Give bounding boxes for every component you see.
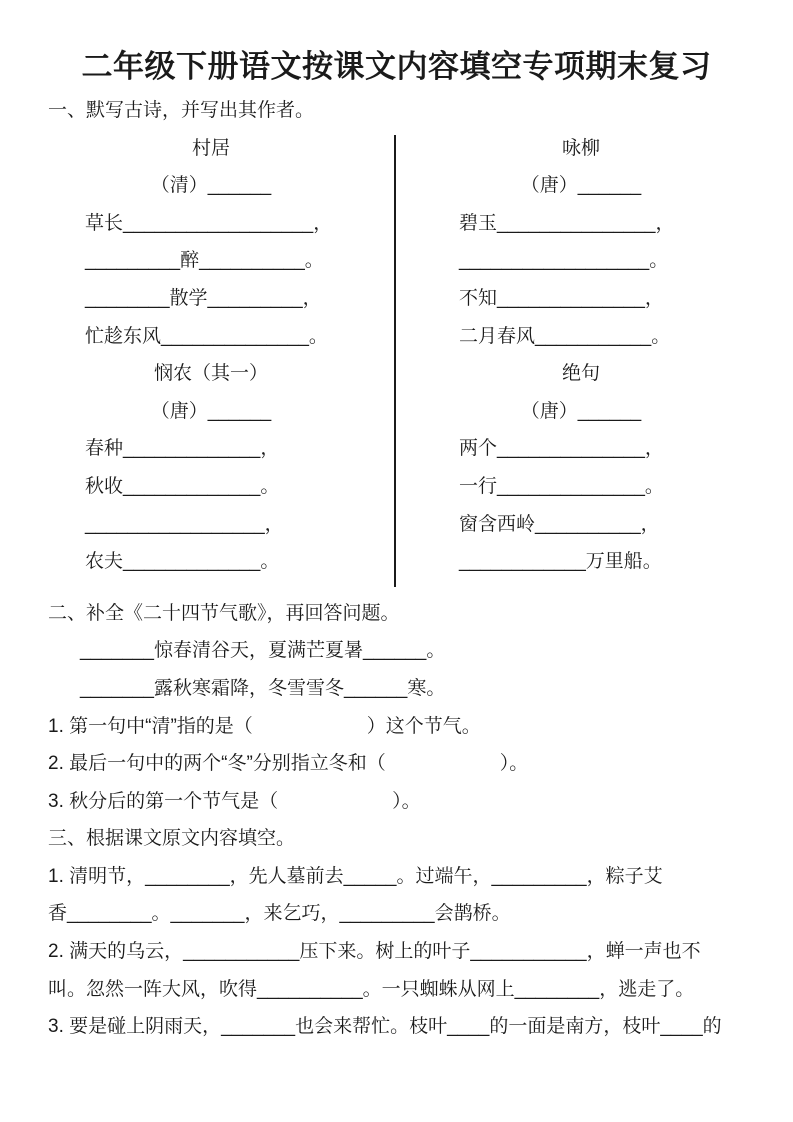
- poem-title: 咏柳: [561, 137, 600, 159]
- poem-author-line: （唐）______: [520, 400, 642, 422]
- poem-title: 悯农（其一）: [153, 363, 268, 385]
- section2: [48, 595, 759, 821]
- section3: [48, 820, 759, 1046]
- poem-verse-line: 一行______________。: [459, 475, 664, 497]
- question-line: 2. 最后一句中的两个“冬”分别指立冬和（ ）。: [48, 753, 529, 775]
- fill-item-line: 叫。忽然一阵大风，吹得__________。一只蜘蛛从网上________，逃走了。: [48, 978, 695, 1000]
- poem-verse-line: 秋收_____________。: [85, 475, 280, 497]
- poem-column-right: [395, 130, 759, 581]
- poem-verse-line: ____________万里船。: [459, 551, 662, 573]
- poem-verse-line: 窗含西岭__________，: [459, 513, 660, 535]
- poem-jueju: [459, 355, 703, 581]
- fill-item: [48, 1008, 759, 1046]
- column-divider: [394, 135, 396, 587]
- solar-terms-song-line: _______露秋寒霜降，冬雪雪冬______寒。: [80, 677, 446, 699]
- page-title: 二年级下册语文按课文内容填空专项期末复习: [81, 49, 712, 84]
- poem-verse-line: 两个______________，: [459, 438, 664, 460]
- poem-author-line: （清）______: [150, 175, 272, 197]
- poem-column-left: [48, 130, 395, 581]
- fill-item: [48, 858, 759, 933]
- poem-verse-line: _________醉__________。: [85, 250, 324, 272]
- poem-verse-line: 不知______________，: [459, 287, 664, 309]
- fill-item-line: 香________。_______，来乞巧，_________会鹊桥。: [48, 903, 511, 925]
- poem-author-line: （唐）______: [150, 400, 272, 422]
- poem-title: 绝句: [561, 363, 600, 385]
- poem-verse-line: 二月春风___________。: [459, 325, 671, 347]
- fill-item: [48, 933, 759, 1008]
- section2-heading: 二、补全《二十四节气歌》，再回答问题。: [48, 602, 400, 624]
- poem-minnong: [85, 355, 337, 581]
- section1-heading: 一、默写古诗，并写出其作者。: [48, 100, 315, 121]
- worksheet-content: [0, 86, 793, 1046]
- solar-terms-song-line: _______惊春清谷天，夏满芒夏暑______。: [80, 640, 446, 662]
- question-line: 1. 第一句中“清”指的是（ ）这个节气。: [48, 715, 481, 737]
- poem-verse-line: _________________，: [85, 513, 284, 535]
- section3-heading: 三、根据课文原文内容填空。: [48, 828, 296, 850]
- fill-item-line: 1. 清明节，________，先人墓前去_____。过端午，_________，粽子艾: [48, 865, 663, 887]
- fill-item-line: 3. 要是碰上阴雨天，_______也会来帮忙。枝叶____的一面是南方，枝叶____的: [48, 1016, 722, 1038]
- poem-cunju: [85, 130, 337, 356]
- question-line: 3. 秋分后的第一个节气是（ ）。: [48, 790, 421, 812]
- poetry-section: [48, 130, 759, 581]
- poem-verse-line: __________________。: [459, 250, 669, 272]
- poem-yongliu: [459, 130, 703, 356]
- poem-verse-line: 春种_____________，: [85, 438, 280, 460]
- poem-verse-line: ________散学_________，: [85, 287, 322, 309]
- poem-author-line: （唐）______: [520, 175, 642, 197]
- poem-verse-line: 碧玉_______________，: [459, 212, 675, 234]
- poem-verse-line: 农夫_____________。: [85, 551, 280, 573]
- poem-verse-line: 草长__________________，: [85, 212, 333, 234]
- fill-item-line: 2. 满天的乌云，___________压下来。树上的叶子___________，蝉一声也不: [48, 941, 701, 963]
- poem-title: 村居: [191, 137, 230, 159]
- poem-verse-line: 忙趁东风______________。: [85, 325, 328, 347]
